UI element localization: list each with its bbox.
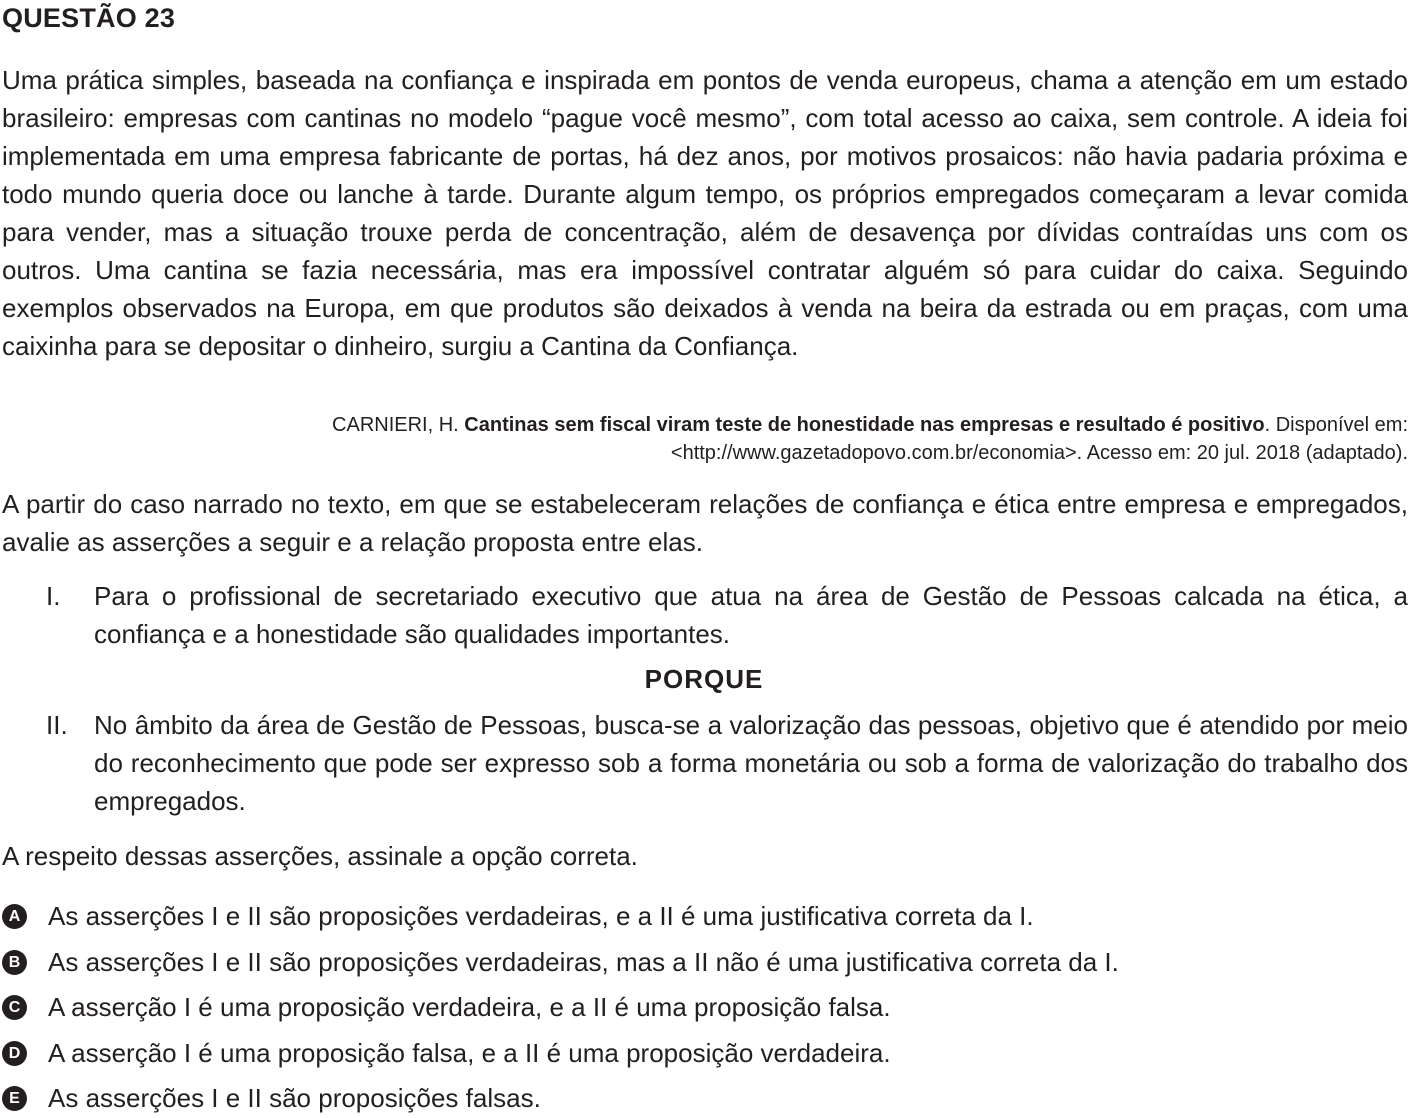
option-b-text: As asserções I e II são proposições verdadeiras, mas a II não é uma justificativa correta da I. xyxy=(48,947,1119,977)
citation-access: <http://www.gazetadopovo.com.br/economia>. Acesso em: 20 jul. 2018 (adaptado). xyxy=(670,442,1408,464)
citation xyxy=(208,411,1408,467)
option-d-letter-badge: D xyxy=(2,1041,27,1066)
option-a[interactable] xyxy=(2,896,1408,936)
assertion-2-text: No âmbito da área de Gestão de Pessoas, busca-se a valorização das pessoas, objetivo que é atendido por meio do reconhecimento que pode ser expresso sob a forma monetária ou sob a forma de valorização do trabalho dos empregados. xyxy=(94,710,1408,816)
citation-author: CARNIERI, H. xyxy=(332,414,459,436)
option-a-text: As asserções I e II são proposições verdadeiras, e a II é uma justificativa correta da I. xyxy=(48,901,1034,931)
question-prompt: A partir do caso narrado no texto, em que se estabeleceram relações de confiança e ética entre empresa e empregados, avalie as asserções a seguir e a relação proposta entre elas. xyxy=(2,489,1408,557)
question-title: QUESTÃO 23 xyxy=(2,3,176,33)
option-d[interactable] xyxy=(2,1033,1408,1073)
option-e[interactable] xyxy=(2,1078,1408,1118)
option-c[interactable] xyxy=(2,987,1408,1027)
option-c-letter-badge: C xyxy=(2,995,27,1020)
connector-porque: PORQUE xyxy=(644,664,764,694)
assertion-1-number: I. xyxy=(46,581,61,611)
option-b[interactable] xyxy=(2,942,1408,982)
assertion-2-number: II. xyxy=(46,710,68,740)
citation-title: Cantinas sem fiscal viram teste de honestidade nas empresas e resultado é positivo xyxy=(464,414,1265,436)
citation-available: . Disponível em: xyxy=(1264,414,1408,436)
option-c-text: A asserção I é uma proposição verdadeira, e a II é uma proposição falsa. xyxy=(48,992,891,1022)
option-e-text: As asserções I e II são proposições falsas. xyxy=(48,1083,541,1113)
question-instruction: A respeito dessas asserções, assinale a opção correta. xyxy=(2,841,638,871)
option-a-letter-badge: A xyxy=(2,904,27,929)
option-e-letter-badge: E xyxy=(2,1086,27,1111)
option-d-text: A asserção I é uma proposição falsa, e a II é uma proposição verdadeira. xyxy=(48,1038,891,1068)
assertion-1-text: Para o profissional de secretariado executivo que atua na área de Gestão de Pessoas calcada na ética, a confiança e a honestidade são qualidades importantes. xyxy=(94,581,1408,649)
option-b-letter-badge: B xyxy=(2,950,27,975)
support-text: Uma prática simples, baseada na confiança e inspirada em pontos de venda europeus, chama a atenção em um estado brasileiro: empresas com cantinas no modelo “pague você mesmo”, com total acesso ao caixa, sem controle. A ideia foi implementada em uma empresa fabricante de portas, há dez anos, por motivos prosaicos: não havia padaria próxima e todo mundo queria doce ou lanche à tarde. Durante algum tempo, os próprios empregados começaram a levar comida para vender, mas a situação trouxe perda de concentração, além de desavença por dívidas contraídas uns com os outros. Uma cantina se fazia necessária, mas era impossível contratar alguém só para cuidar do caixa. Seguindo exemplos observados na Europa, em que produtos são deixados à venda na beira da estrada ou em praças, com uma caixinha para se depositar o dinheiro, surgiu a Cantina da Confiança. xyxy=(2,65,1408,361)
